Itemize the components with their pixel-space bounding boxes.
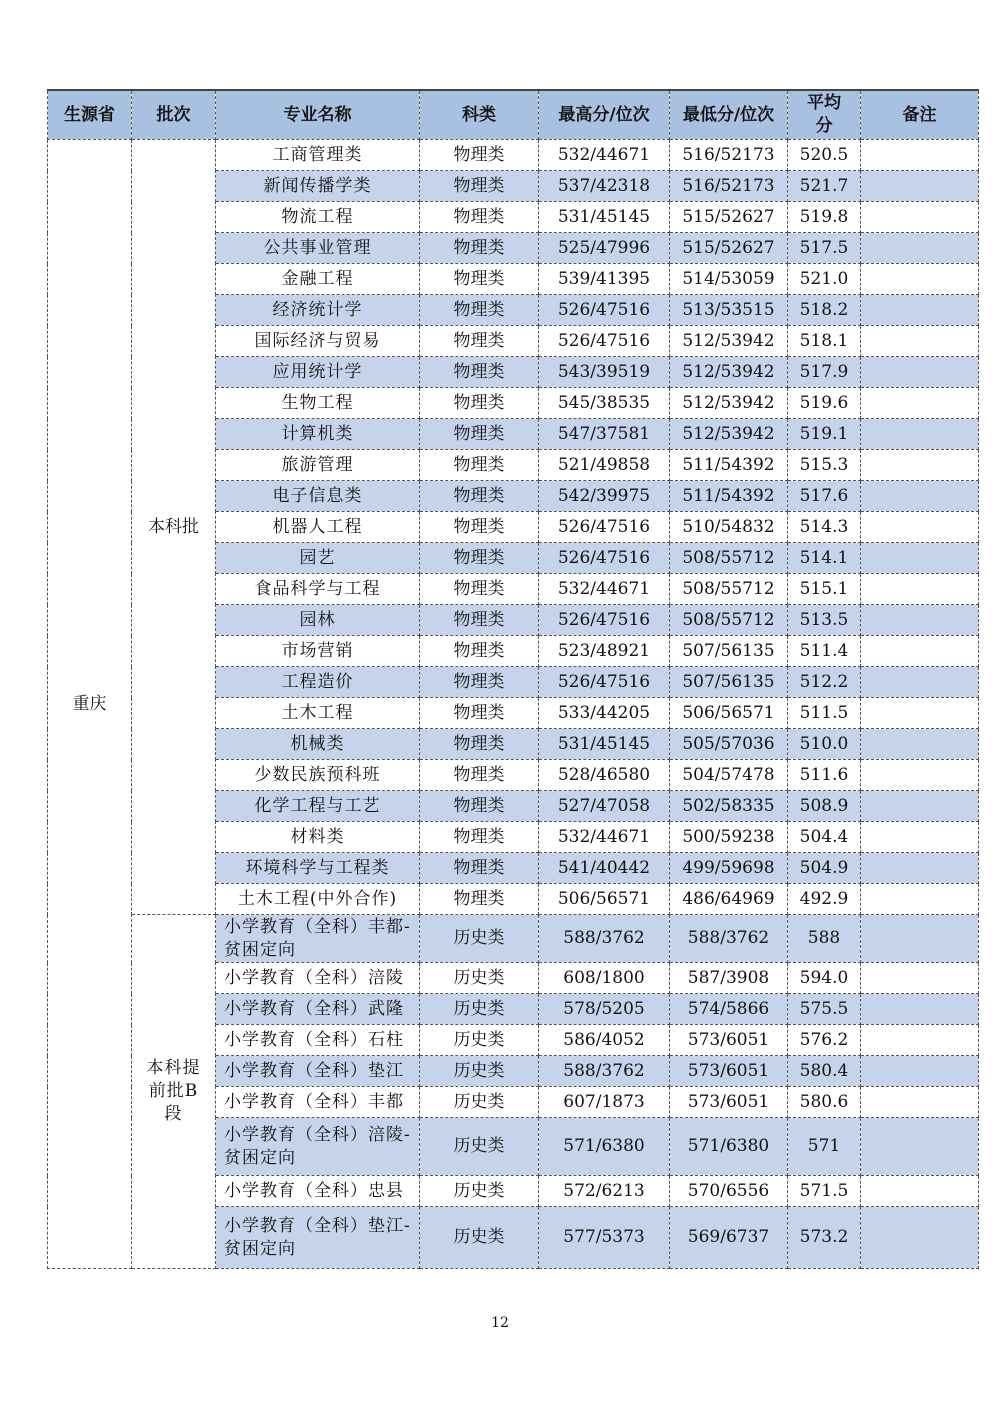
table-header-row <box>48 90 979 140</box>
max-score-cell: 528/46580 <box>539 760 670 791</box>
subject-cell: 物理类 <box>420 543 539 574</box>
subject-cell: 历史类 <box>420 963 539 994</box>
note-cell <box>861 1025 979 1056</box>
note-cell <box>861 822 979 853</box>
max-score-cell: 571/6380 <box>539 1118 670 1176</box>
subject-cell: 历史类 <box>420 994 539 1025</box>
min-score-cell: 507/56135 <box>670 636 788 667</box>
subject-cell: 物理类 <box>420 729 539 760</box>
max-score-cell: 531/45145 <box>539 202 670 233</box>
major-cell: 材料类 <box>216 822 420 853</box>
avg-score-cell: 575.5 <box>788 994 861 1025</box>
subject-cell: 物理类 <box>420 202 539 233</box>
major-cell: 土木工程 <box>216 698 420 729</box>
subject-cell: 物理类 <box>420 140 539 171</box>
note-cell <box>861 1118 979 1176</box>
min-score-cell: 587/3908 <box>670 963 788 994</box>
min-score-cell: 486/64969 <box>670 884 788 915</box>
major-cell: 食品科学与工程 <box>216 574 420 605</box>
header-batch: 批次 <box>132 90 216 140</box>
batch-cell: 本科提前批B段 <box>132 915 216 1269</box>
avg-score-cell: 504.4 <box>788 822 861 853</box>
min-score-cell: 573/6051 <box>670 1025 788 1056</box>
min-score-cell: 507/56135 <box>670 667 788 698</box>
subject-cell: 物理类 <box>420 481 539 512</box>
major-cell: 机器人工程 <box>216 512 420 543</box>
province-cell: 重庆 <box>48 140 132 1269</box>
avg-score-cell: 511.6 <box>788 760 861 791</box>
min-score-cell: 502/58335 <box>670 791 788 822</box>
note-cell <box>861 994 979 1025</box>
min-score-cell: 508/55712 <box>670 574 788 605</box>
major-cell: 电子信息类 <box>216 481 420 512</box>
note-cell <box>861 605 979 636</box>
min-score-cell: 505/57036 <box>670 729 788 760</box>
max-score-cell: 526/47516 <box>539 295 670 326</box>
note-cell <box>861 791 979 822</box>
major-cell: 公共事业管理 <box>216 233 420 264</box>
avg-score-cell: 511.5 <box>788 698 861 729</box>
avg-score-cell: 517.9 <box>788 357 861 388</box>
major-cell: 工商管理类 <box>216 140 420 171</box>
avg-score-cell: 511.4 <box>788 636 861 667</box>
admission-scores-table <box>47 89 979 1269</box>
note-cell <box>861 450 979 481</box>
subject-cell: 历史类 <box>420 1087 539 1118</box>
min-score-cell: 515/52627 <box>670 202 788 233</box>
avg-score-cell: 521.0 <box>788 264 861 295</box>
min-score-cell: 512/53942 <box>670 419 788 450</box>
subject-cell: 物理类 <box>420 264 539 295</box>
note-cell <box>861 1176 979 1207</box>
max-score-cell: 527/47058 <box>539 791 670 822</box>
major-cell: 计算机类 <box>216 419 420 450</box>
note-cell <box>861 574 979 605</box>
note-cell <box>861 202 979 233</box>
header-note: 备注 <box>861 90 979 140</box>
major-cell: 园艺 <box>216 543 420 574</box>
max-score-cell: 537/42318 <box>539 171 670 202</box>
subject-cell: 物理类 <box>420 295 539 326</box>
avg-score-cell: 588 <box>788 915 861 963</box>
avg-score-cell: 580.6 <box>788 1087 861 1118</box>
max-score-cell: 532/44671 <box>539 822 670 853</box>
max-score-cell: 523/48921 <box>539 636 670 667</box>
note-cell <box>861 729 979 760</box>
max-score-cell: 526/47516 <box>539 605 670 636</box>
header-province: 生源省 <box>48 90 132 140</box>
min-score-cell: 570/6556 <box>670 1176 788 1207</box>
min-score-cell: 573/6051 <box>670 1056 788 1087</box>
note-cell <box>861 963 979 994</box>
max-score-cell: 532/44671 <box>539 574 670 605</box>
avg-score-cell: 518.2 <box>788 295 861 326</box>
avg-score-cell: 515.1 <box>788 574 861 605</box>
subject-cell: 物理类 <box>420 233 539 264</box>
major-cell: 小学教育（全科）忠县 <box>216 1176 420 1207</box>
avg-score-cell: 512.2 <box>788 667 861 698</box>
max-score-cell: 533/44205 <box>539 698 670 729</box>
max-score-cell: 607/1873 <box>539 1087 670 1118</box>
subject-cell: 物理类 <box>420 791 539 822</box>
max-score-cell: 547/37581 <box>539 419 670 450</box>
min-score-cell: 516/52173 <box>670 171 788 202</box>
subject-cell: 物理类 <box>420 605 539 636</box>
major-cell: 新闻传播学类 <box>216 171 420 202</box>
avg-score-cell: 519.1 <box>788 419 861 450</box>
avg-score-cell: 594.0 <box>788 963 861 994</box>
avg-score-cell: 521.7 <box>788 171 861 202</box>
note-cell <box>861 1087 979 1118</box>
min-score-cell: 516/52173 <box>670 140 788 171</box>
subject-cell: 物理类 <box>420 822 539 853</box>
max-score-cell: 588/3762 <box>539 1056 670 1087</box>
min-score-cell: 508/55712 <box>670 605 788 636</box>
avg-score-cell: 580.4 <box>788 1056 861 1087</box>
max-score-cell: 586/4052 <box>539 1025 670 1056</box>
subject-cell: 物理类 <box>420 512 539 543</box>
header-major: 专业名称 <box>216 90 420 140</box>
major-cell: 经济统计学 <box>216 295 420 326</box>
avg-score-cell: 520.5 <box>788 140 861 171</box>
major-cell: 物流工程 <box>216 202 420 233</box>
major-cell: 小学教育（全科）石柱 <box>216 1025 420 1056</box>
max-score-cell: 588/3762 <box>539 915 670 963</box>
table-row <box>48 915 979 963</box>
note-cell <box>861 1056 979 1087</box>
avg-score-cell: 519.6 <box>788 388 861 419</box>
subject-cell: 物理类 <box>420 884 539 915</box>
avg-score-cell: 576.2 <box>788 1025 861 1056</box>
note-cell <box>861 388 979 419</box>
major-cell: 小学教育（全科）丰都-贫困定向 <box>216 915 420 963</box>
note-cell <box>861 853 979 884</box>
max-score-cell: 539/41395 <box>539 264 670 295</box>
min-score-cell: 513/53515 <box>670 295 788 326</box>
note-cell <box>861 357 979 388</box>
avg-score-cell: 492.9 <box>788 884 861 915</box>
major-cell: 化学工程与工艺 <box>216 791 420 822</box>
min-score-cell: 499/59698 <box>670 853 788 884</box>
min-score-cell: 500/59238 <box>670 822 788 853</box>
major-cell: 市场营销 <box>216 636 420 667</box>
avg-score-cell: 510.0 <box>788 729 861 760</box>
max-score-cell: 578/5205 <box>539 994 670 1025</box>
avg-score-cell: 514.3 <box>788 512 861 543</box>
subject-cell: 物理类 <box>420 574 539 605</box>
page-number: 12 <box>491 1315 509 1331</box>
subject-cell: 历史类 <box>420 1025 539 1056</box>
min-score-cell: 504/57478 <box>670 760 788 791</box>
max-score-cell: 525/47996 <box>539 233 670 264</box>
header-avg-score: 平均分 <box>788 90 861 140</box>
min-score-cell: 511/54392 <box>670 481 788 512</box>
min-score-cell: 512/53942 <box>670 388 788 419</box>
avg-score-cell: 515.3 <box>788 450 861 481</box>
avg-score-cell: 504.9 <box>788 853 861 884</box>
subject-cell: 物理类 <box>420 450 539 481</box>
max-score-cell: 526/47516 <box>539 543 670 574</box>
max-score-cell: 526/47516 <box>539 512 670 543</box>
note-cell <box>861 326 979 357</box>
note-cell <box>861 264 979 295</box>
subject-cell: 物理类 <box>420 171 539 202</box>
min-score-cell: 515/52627 <box>670 233 788 264</box>
major-cell: 小学教育（全科）丰都 <box>216 1087 420 1118</box>
note-cell <box>861 419 979 450</box>
major-cell: 机械类 <box>216 729 420 760</box>
note-cell <box>861 636 979 667</box>
major-cell: 小学教育（全科）涪陵-贫困定向 <box>216 1118 420 1176</box>
note-cell <box>861 233 979 264</box>
major-cell: 旅游管理 <box>216 450 420 481</box>
header-min-score: 最低分/位次 <box>670 90 788 140</box>
table-row <box>48 140 979 171</box>
major-cell: 园林 <box>216 605 420 636</box>
note-cell <box>861 140 979 171</box>
max-score-cell: 541/40442 <box>539 853 670 884</box>
major-cell: 环境科学与工程类 <box>216 853 420 884</box>
note-cell <box>861 1207 979 1269</box>
subject-cell: 历史类 <box>420 1118 539 1176</box>
subject-cell: 物理类 <box>420 760 539 791</box>
note-cell <box>861 295 979 326</box>
min-score-cell: 512/53942 <box>670 357 788 388</box>
note-cell <box>861 481 979 512</box>
avg-score-cell: 514.1 <box>788 543 861 574</box>
max-score-cell: 542/39975 <box>539 481 670 512</box>
header-subject: 科类 <box>420 90 539 140</box>
subject-cell: 历史类 <box>420 915 539 963</box>
subject-cell: 历史类 <box>420 1176 539 1207</box>
major-cell: 工程造价 <box>216 667 420 698</box>
max-score-cell: 506/56571 <box>539 884 670 915</box>
min-score-cell: 512/53942 <box>670 326 788 357</box>
avg-score-cell: 571 <box>788 1118 861 1176</box>
table-body <box>48 140 979 1269</box>
major-cell: 国际经济与贸易 <box>216 326 420 357</box>
major-cell: 小学教育（全科）武隆 <box>216 994 420 1025</box>
subject-cell: 历史类 <box>420 1207 539 1269</box>
major-cell: 土木工程(中外合作) <box>216 884 420 915</box>
subject-cell: 物理类 <box>420 636 539 667</box>
max-score-cell: 543/39519 <box>539 357 670 388</box>
avg-score-cell: 518.1 <box>788 326 861 357</box>
min-score-cell: 569/6737 <box>670 1207 788 1269</box>
min-score-cell: 571/6380 <box>670 1118 788 1176</box>
min-score-cell: 574/5866 <box>670 994 788 1025</box>
subject-cell: 物理类 <box>420 667 539 698</box>
header-max-score: 最高分/位次 <box>539 90 670 140</box>
subject-cell: 物理类 <box>420 853 539 884</box>
avg-score-cell: 573.2 <box>788 1207 861 1269</box>
note-cell <box>861 171 979 202</box>
subject-cell: 物理类 <box>420 357 539 388</box>
subject-cell: 物理类 <box>420 698 539 729</box>
note-cell <box>861 512 979 543</box>
subject-cell: 物理类 <box>420 326 539 357</box>
note-cell <box>861 543 979 574</box>
min-score-cell: 508/55712 <box>670 543 788 574</box>
major-cell: 应用统计学 <box>216 357 420 388</box>
note-cell <box>861 760 979 791</box>
max-score-cell: 526/47516 <box>539 667 670 698</box>
avg-score-cell: 513.5 <box>788 605 861 636</box>
max-score-cell: 521/49858 <box>539 450 670 481</box>
max-score-cell: 608/1800 <box>539 963 670 994</box>
major-cell: 金融工程 <box>216 264 420 295</box>
max-score-cell: 577/5373 <box>539 1207 670 1269</box>
avg-score-cell: 519.8 <box>788 202 861 233</box>
max-score-cell: 531/45145 <box>539 729 670 760</box>
min-score-cell: 514/53059 <box>670 264 788 295</box>
max-score-cell: 532/44671 <box>539 140 670 171</box>
major-cell: 小学教育（全科）垫江-贫困定向 <box>216 1207 420 1269</box>
avg-score-cell: 508.9 <box>788 791 861 822</box>
max-score-cell: 545/38535 <box>539 388 670 419</box>
min-score-cell: 510/54832 <box>670 512 788 543</box>
note-cell <box>861 667 979 698</box>
avg-score-cell: 571.5 <box>788 1176 861 1207</box>
max-score-cell: 572/6213 <box>539 1176 670 1207</box>
min-score-cell: 506/56571 <box>670 698 788 729</box>
note-cell <box>861 884 979 915</box>
batch-cell: 本科批 <box>132 140 216 915</box>
subject-cell: 历史类 <box>420 1056 539 1087</box>
avg-score-cell: 517.6 <box>788 481 861 512</box>
note-cell <box>861 915 979 963</box>
min-score-cell: 511/54392 <box>670 450 788 481</box>
avg-score-cell: 517.5 <box>788 233 861 264</box>
min-score-cell: 588/3762 <box>670 915 788 963</box>
min-score-cell: 573/6051 <box>670 1087 788 1118</box>
major-cell: 小学教育（全科）涪陵 <box>216 963 420 994</box>
max-score-cell: 526/47516 <box>539 326 670 357</box>
major-cell: 少数民族预科班 <box>216 760 420 791</box>
subject-cell: 物理类 <box>420 419 539 450</box>
subject-cell: 物理类 <box>420 388 539 419</box>
major-cell: 小学教育（全科）垫江 <box>216 1056 420 1087</box>
note-cell <box>861 698 979 729</box>
major-cell: 生物工程 <box>216 388 420 419</box>
